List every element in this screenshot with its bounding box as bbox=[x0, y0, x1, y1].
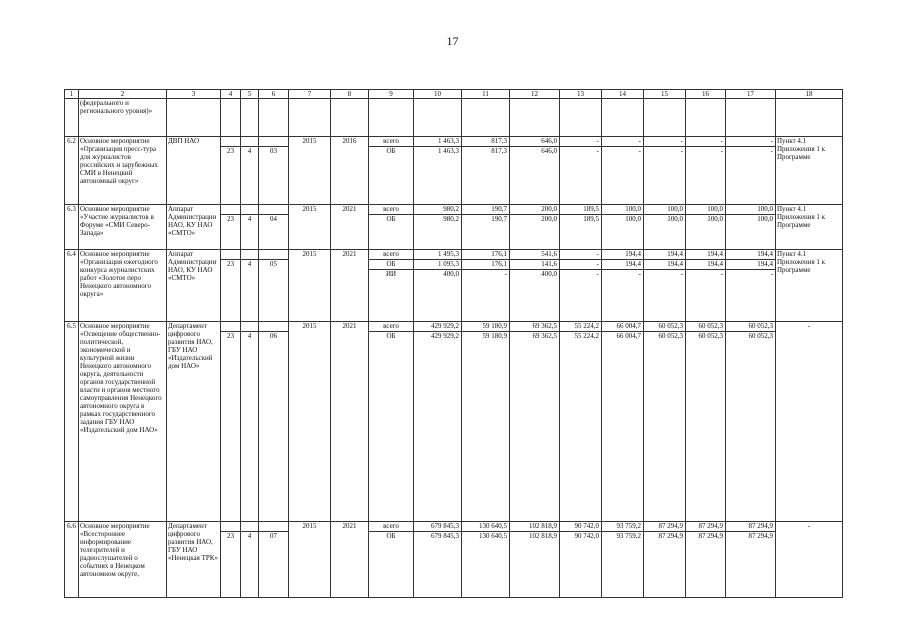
sub-value: 190,7 bbox=[491, 215, 507, 223]
sub-value: всего bbox=[369, 250, 413, 260]
sub-value: 100,0 bbox=[726, 205, 775, 215]
header-cell: 10 bbox=[414, 90, 462, 99]
header-cell: 8 bbox=[331, 90, 369, 99]
start-year: 2015 bbox=[289, 250, 331, 322]
header-cell: 16 bbox=[686, 90, 726, 99]
code-c6 bbox=[259, 522, 289, 598]
amount-v14 bbox=[602, 205, 644, 250]
amount-v17 bbox=[726, 205, 776, 250]
code-c5 bbox=[241, 250, 259, 322]
empty-cell bbox=[686, 99, 726, 137]
sub-value: 429 929,2 bbox=[414, 322, 461, 332]
executor: Департамент цифрового развития НАО, ГБУ НАО «Издательский дом НАО» bbox=[167, 322, 221, 522]
table-row bbox=[65, 205, 843, 250]
blank-line bbox=[241, 522, 258, 532]
sub-value: 87 294,9 bbox=[686, 522, 725, 532]
table-row bbox=[65, 522, 843, 598]
amount-v10 bbox=[414, 522, 462, 598]
sub-value: 817,3 bbox=[491, 147, 507, 155]
sub-value: 429 929,2 bbox=[431, 332, 459, 340]
empty-cell bbox=[65, 99, 79, 137]
blank-line bbox=[241, 250, 258, 260]
sub-value: 100,0 bbox=[757, 215, 773, 223]
sub-value: 66 004,7 bbox=[616, 332, 641, 340]
executor: Аппарат Администрации НАО, КУ НАО «СМТО» bbox=[167, 205, 221, 250]
sub-value: 93 759,2 bbox=[602, 522, 643, 532]
blank-line bbox=[221, 137, 240, 147]
sub-value: 200,0 bbox=[510, 205, 559, 215]
header-cell: 18 bbox=[776, 90, 843, 99]
sub-value: - bbox=[770, 147, 773, 155]
header-cell: 5 bbox=[241, 90, 259, 99]
blank-line bbox=[259, 205, 288, 215]
sub-value: 100,0 bbox=[686, 205, 725, 215]
start-year: 2015 bbox=[289, 205, 331, 250]
sub-value: 23 bbox=[227, 147, 234, 155]
blank-line bbox=[221, 522, 240, 532]
sub-value: 1 463,3 bbox=[438, 147, 459, 155]
amount-v15 bbox=[644, 250, 686, 322]
note: Пункт 4.1 Приложения 1 к Программе bbox=[776, 137, 843, 205]
event-name: Основное мероприятие «Всестороннее информирование телезрителей и радиослушателей о событиях в Ненецком автономном округе, bbox=[79, 522, 167, 598]
sub-value: 194,4 bbox=[644, 260, 685, 270]
sub-value: 23 bbox=[227, 332, 234, 340]
amount-v14 bbox=[602, 522, 644, 598]
table-row bbox=[65, 250, 843, 322]
amount-v16 bbox=[686, 137, 726, 205]
sub-value: 646,0 bbox=[541, 147, 557, 155]
sub-value: 400,0 bbox=[541, 270, 557, 278]
sub-value: - bbox=[726, 137, 775, 147]
sub-value: 60 052,3 bbox=[686, 322, 725, 332]
funding-source bbox=[369, 137, 414, 205]
sub-value: - bbox=[504, 270, 507, 278]
sub-value: 679 845,3 bbox=[431, 532, 459, 540]
sub-value: 60 052,3 bbox=[658, 332, 683, 340]
continuation-name: (федерального и регионального уровня)» bbox=[79, 99, 167, 137]
funding-source bbox=[369, 322, 414, 522]
amount-v17 bbox=[726, 322, 776, 522]
sub-value: 4 bbox=[247, 147, 252, 155]
sub-value: 141,6 bbox=[510, 260, 559, 270]
amount-v15 bbox=[644, 137, 686, 205]
sub-value: 646,0 bbox=[510, 137, 559, 147]
note: Пункт 4.1 Приложения 1 к Программе bbox=[776, 250, 843, 322]
amount-v12 bbox=[510, 205, 560, 250]
sub-value: - bbox=[560, 137, 601, 147]
sub-value: - bbox=[770, 270, 773, 278]
start-year: 2015 bbox=[289, 322, 331, 522]
sub-value: 102 818,9 bbox=[510, 522, 559, 532]
amount-v14 bbox=[602, 137, 644, 205]
sub-value: 980,2 bbox=[443, 215, 459, 223]
sub-value: 194,4 bbox=[602, 260, 643, 270]
sub-value: 60 052,3 bbox=[726, 322, 775, 332]
code-c4 bbox=[221, 522, 241, 598]
note: - bbox=[776, 322, 843, 522]
amount-v17 bbox=[726, 250, 776, 322]
amount-v13 bbox=[560, 250, 602, 322]
page-number: 17 bbox=[446, 34, 459, 48]
empty-cell bbox=[560, 99, 602, 137]
amount-v13 bbox=[560, 522, 602, 598]
empty-cell bbox=[259, 99, 289, 137]
sub-value: 679 845,3 bbox=[414, 522, 461, 532]
sub-value: 87 294,9 bbox=[748, 532, 773, 540]
code-c4 bbox=[221, 205, 241, 250]
empty-cell bbox=[510, 99, 560, 137]
empty-cell bbox=[776, 99, 843, 137]
sub-value: 59 180,9 bbox=[482, 332, 507, 340]
sub-value: 69 362,5 bbox=[510, 322, 559, 332]
empty-cell bbox=[644, 99, 686, 137]
empty-cell bbox=[221, 99, 241, 137]
sub-value: 07 bbox=[270, 532, 277, 540]
amount-v14 bbox=[602, 322, 644, 522]
table-header-row bbox=[65, 90, 843, 99]
funding-source bbox=[369, 205, 414, 250]
code-c5 bbox=[241, 522, 259, 598]
sub-value: 130 640,5 bbox=[462, 522, 509, 532]
sub-value: 93 759,2 bbox=[616, 532, 641, 540]
sub-value: 87 294,9 bbox=[726, 522, 775, 532]
blank-line bbox=[259, 250, 288, 260]
sub-value: всего bbox=[369, 205, 413, 215]
empty-cell bbox=[369, 99, 414, 137]
header-cell: 13 bbox=[560, 90, 602, 99]
sub-value: - bbox=[602, 137, 643, 147]
blank-line bbox=[241, 137, 258, 147]
blank-line bbox=[259, 137, 288, 147]
sub-value: 100,0 bbox=[667, 215, 683, 223]
sub-value: 23 bbox=[227, 260, 234, 268]
sub-value: 05 bbox=[270, 260, 277, 268]
executor: Департамент цифрового развития НАО, ГБУ НАО «Ненецкая ТРК» bbox=[167, 522, 221, 598]
sub-value: 189,5 bbox=[560, 205, 601, 215]
sub-value: всего bbox=[369, 137, 413, 147]
header-cell: 14 bbox=[602, 90, 644, 99]
sub-value: 194,4 bbox=[686, 260, 725, 270]
sub-value: 130 640,5 bbox=[479, 532, 507, 540]
event-name: Основное мероприятие «Организация пресс-тура для журналистов российских и зарубежных СМИ в Ненецкий автономный округ» bbox=[79, 137, 167, 205]
sub-value: 06 bbox=[270, 332, 277, 340]
amount-v11 bbox=[462, 250, 510, 322]
sub-value: - bbox=[720, 147, 723, 155]
amount-v15 bbox=[644, 205, 686, 250]
amount-v11 bbox=[462, 322, 510, 522]
executor: Аппарат Администрации НАО, КУ НАО «СМТО» bbox=[167, 250, 221, 322]
sub-value: - bbox=[644, 137, 685, 147]
end-year: 2016 bbox=[331, 137, 369, 205]
start-year: 2015 bbox=[289, 137, 331, 205]
sub-value: 100,0 bbox=[707, 215, 723, 223]
start-year: 2015 bbox=[289, 522, 331, 598]
sub-value: - bbox=[638, 147, 641, 155]
sub-value: 59 180,9 bbox=[462, 322, 509, 332]
sub-value: 23 bbox=[227, 532, 234, 540]
blank-line bbox=[241, 322, 258, 332]
header-cell: 6 bbox=[259, 90, 289, 99]
amount-v12 bbox=[510, 322, 560, 522]
sub-value: ОБ bbox=[386, 332, 396, 340]
sub-value: 87 294,9 bbox=[698, 532, 723, 540]
code-c5 bbox=[241, 137, 259, 205]
amount-v11 bbox=[462, 137, 510, 205]
sub-value: 100,0 bbox=[644, 205, 685, 215]
blank-line bbox=[259, 522, 288, 532]
header-cell: 7 bbox=[289, 90, 331, 99]
code-c4 bbox=[221, 137, 241, 205]
sub-value: 100,0 bbox=[625, 215, 641, 223]
blank-line bbox=[221, 322, 240, 332]
empty-cell bbox=[726, 99, 776, 137]
sub-value: 194,4 bbox=[726, 260, 775, 270]
table-row bbox=[65, 322, 843, 522]
end-year: 2021 bbox=[331, 522, 369, 598]
empty-cell bbox=[414, 99, 462, 137]
sub-value: 4 bbox=[247, 332, 252, 340]
sub-value: 189,5 bbox=[583, 215, 599, 223]
sub-value: 23 bbox=[227, 215, 234, 223]
amount-v16 bbox=[686, 205, 726, 250]
sub-value: 60 052,3 bbox=[748, 332, 773, 340]
amount-v14 bbox=[602, 250, 644, 322]
sub-value: - bbox=[596, 270, 599, 278]
sub-value: ИИ bbox=[385, 270, 397, 278]
code-c5 bbox=[241, 205, 259, 250]
note: Пункт 4.1 Приложения 1 к Программе bbox=[776, 205, 843, 250]
empty-cell bbox=[602, 99, 644, 137]
sub-value: - bbox=[680, 270, 683, 278]
code-c6 bbox=[259, 322, 289, 522]
amount-v11 bbox=[462, 522, 510, 598]
sub-value: - bbox=[560, 260, 601, 270]
sub-value: 66 004,7 bbox=[602, 322, 643, 332]
note: - bbox=[776, 522, 843, 598]
code-c4 bbox=[221, 250, 241, 322]
sub-value: 1 463,3 bbox=[414, 137, 461, 147]
sub-value: ОБ bbox=[369, 260, 413, 270]
sub-value: 194,4 bbox=[644, 250, 685, 260]
empty-cell bbox=[241, 99, 259, 137]
row-number: 6.5 bbox=[65, 322, 79, 522]
amount-v10 bbox=[414, 137, 462, 205]
empty-cell bbox=[167, 99, 221, 137]
sub-value: 4 bbox=[247, 532, 252, 540]
sub-value: ОБ bbox=[386, 147, 396, 155]
header-cell: 4 bbox=[221, 90, 241, 99]
amount-v10 bbox=[414, 322, 462, 522]
sub-value: 60 052,3 bbox=[698, 332, 723, 340]
sub-value: всего bbox=[369, 522, 413, 532]
sub-value: 102 818,9 bbox=[529, 532, 557, 540]
code-c5 bbox=[241, 322, 259, 522]
end-year: 2021 bbox=[331, 322, 369, 522]
header-cell: 11 bbox=[462, 90, 510, 99]
executor: ДВП НАО bbox=[167, 137, 221, 205]
sub-value: - bbox=[686, 137, 725, 147]
funding-source bbox=[369, 250, 414, 322]
sub-value: 194,4 bbox=[686, 250, 725, 260]
sub-value: 4 bbox=[247, 215, 252, 223]
sub-value: 176,1 bbox=[462, 260, 509, 270]
blank-line bbox=[241, 205, 258, 215]
sub-value: 100,0 bbox=[602, 205, 643, 215]
sub-value: - bbox=[638, 270, 641, 278]
end-year: 2021 bbox=[331, 205, 369, 250]
sub-value: 1 095,3 bbox=[414, 260, 461, 270]
empty-cell bbox=[462, 99, 510, 137]
amount-v11 bbox=[462, 205, 510, 250]
sub-value: 194,4 bbox=[726, 250, 775, 260]
sub-value: 60 052,3 bbox=[644, 322, 685, 332]
code-c6 bbox=[259, 137, 289, 205]
header-cell: 12 bbox=[510, 90, 560, 99]
row-number: 6.3 bbox=[65, 205, 79, 250]
amount-v13 bbox=[560, 137, 602, 205]
sub-value: 04 bbox=[270, 215, 277, 223]
sub-value: - bbox=[596, 147, 599, 155]
header-cell: 3 bbox=[167, 90, 221, 99]
code-c4 bbox=[221, 322, 241, 522]
continuation-row bbox=[65, 99, 843, 137]
sub-value: всего bbox=[369, 322, 413, 332]
sub-value: 1 495,3 bbox=[414, 250, 461, 260]
blank-line bbox=[221, 205, 240, 215]
amount-v12 bbox=[510, 250, 560, 322]
sub-value: 980,2 bbox=[414, 205, 461, 215]
sub-value: 55 224,2 bbox=[560, 322, 601, 332]
sub-value: 87 294,9 bbox=[658, 532, 683, 540]
table-row bbox=[65, 137, 843, 205]
event-name: Основное мероприятие «Освещение общественно-политической, экономической и культурной жизни Ненецкого автономного округа, деятельности органов государственной власти и органов местного самоуправления Ненецкого автономного округа в рамках государственного задания ГБУ НАО «Издательский дом НАО» bbox=[79, 322, 167, 522]
sub-value: 69 362,5 bbox=[532, 332, 557, 340]
sub-value: 4 bbox=[247, 260, 252, 268]
amount-v16 bbox=[686, 250, 726, 322]
sub-value: ОБ bbox=[386, 215, 396, 223]
amount-v10 bbox=[414, 205, 462, 250]
header-cell: 1 bbox=[65, 90, 79, 99]
sub-value: 541,6 bbox=[510, 250, 559, 260]
funding-source bbox=[369, 522, 414, 598]
sub-value: 176,1 bbox=[462, 250, 509, 260]
blank-line bbox=[259, 322, 288, 332]
amount-v17 bbox=[726, 137, 776, 205]
sub-value: - bbox=[560, 250, 601, 260]
sub-value: - bbox=[680, 147, 683, 155]
amount-v16 bbox=[686, 322, 726, 522]
amount-v13 bbox=[560, 322, 602, 522]
sub-value: 87 294,9 bbox=[644, 522, 685, 532]
sub-value: 200,0 bbox=[541, 215, 557, 223]
code-c6 bbox=[259, 205, 289, 250]
header-cell: 17 bbox=[726, 90, 776, 99]
event-name: Основное мероприятие «Участие журналистов в Форуме «СМИ Северо-Запада» bbox=[79, 205, 167, 250]
amount-v12 bbox=[510, 137, 560, 205]
row-number: 6.6 bbox=[65, 522, 79, 598]
sub-value: 190,7 bbox=[462, 205, 509, 215]
sub-value: - bbox=[720, 270, 723, 278]
amount-v10 bbox=[414, 250, 462, 322]
header-cell: 15 bbox=[644, 90, 686, 99]
amount-v13 bbox=[560, 205, 602, 250]
sub-value: 400,0 bbox=[443, 270, 459, 278]
row-number: 6.2 bbox=[65, 137, 79, 205]
sub-value: 90 742,0 bbox=[560, 522, 601, 532]
row-number: 6.4 bbox=[65, 250, 79, 322]
amount-v12 bbox=[510, 522, 560, 598]
sub-value: 55 224,2 bbox=[574, 332, 599, 340]
program-table bbox=[64, 89, 843, 598]
code-c6 bbox=[259, 250, 289, 322]
sub-value: 03 bbox=[270, 147, 277, 155]
amount-v15 bbox=[644, 322, 686, 522]
empty-cell bbox=[289, 99, 331, 137]
event-name: Основное мероприятие «Организация ежегодного конкурса журналистских работ «Золотое перо Ненецкого автономного округа» bbox=[79, 250, 167, 322]
header-cell: 2 bbox=[79, 90, 167, 99]
blank-line bbox=[221, 250, 240, 260]
end-year: 2021 bbox=[331, 250, 369, 322]
sub-value: 194,4 bbox=[602, 250, 643, 260]
sub-value: 817,3 bbox=[462, 137, 509, 147]
amount-v17 bbox=[726, 522, 776, 598]
amount-v16 bbox=[686, 522, 726, 598]
amount-v15 bbox=[644, 522, 686, 598]
empty-cell bbox=[331, 99, 369, 137]
sub-value: ОБ bbox=[386, 532, 396, 540]
header-cell: 9 bbox=[369, 90, 414, 99]
sub-value: 90 742,0 bbox=[574, 532, 599, 540]
